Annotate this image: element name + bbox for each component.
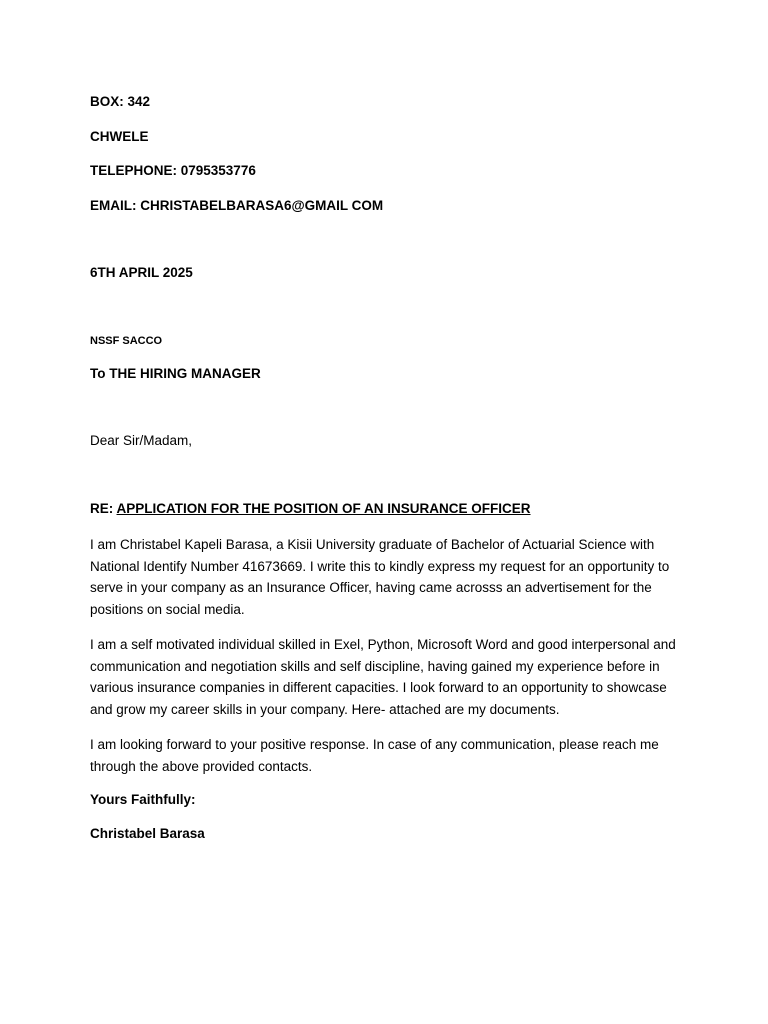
paragraph-intro: I am Christabel Kapeli Barasa, a Kisii University graduate of Bachelor of Actuarial Science with National Identify Number 41673669. I write this to kindly express my request for an opportunity to serve in your company as an Insurance Officer, having came acrosss an advertisement for the positions on social media. <box>90 537 670 618</box>
salutation: Dear Sir/Madam, <box>90 433 193 448</box>
address-town: CHWELE <box>90 129 149 144</box>
closing-phrase: Yours Faithfully: <box>90 792 196 807</box>
subject-prefix: RE: <box>90 501 117 516</box>
address-telephone: TELEPHONE: 0795353776 <box>90 163 256 178</box>
subject-title: APPLICATION FOR THE POSITION OF AN INSURANCE OFFICER <box>116 501 531 516</box>
recipient-line: To THE HIRING MANAGER <box>90 366 261 381</box>
subject-line <box>90 499 531 519</box>
paragraph-skills: I am a self motivated individual skilled in Exel, Python, Microsoft Word and good interpersonal and communication and negotiation skills and self discipline, having gained my experience before in various insurance companies in different capacities. I look forward to an opportunity to showcase and grow my career skills in your company. Here- attached are my documents. <box>90 637 676 718</box>
letter-date: 6TH APRIL 2025 <box>90 265 193 280</box>
recipient-organization: NSSF SACCO <box>90 335 163 347</box>
paragraph-closing: I am looking forward to your positive response. In case of any communication, please reach me through the above provided contacts. <box>90 737 659 774</box>
address-email: EMAIL: CHRISTABELBARASA6@GMAIL COM <box>90 198 384 213</box>
address-box: BOX: 342 <box>90 94 151 109</box>
signature-name: Christabel Barasa <box>90 826 205 841</box>
